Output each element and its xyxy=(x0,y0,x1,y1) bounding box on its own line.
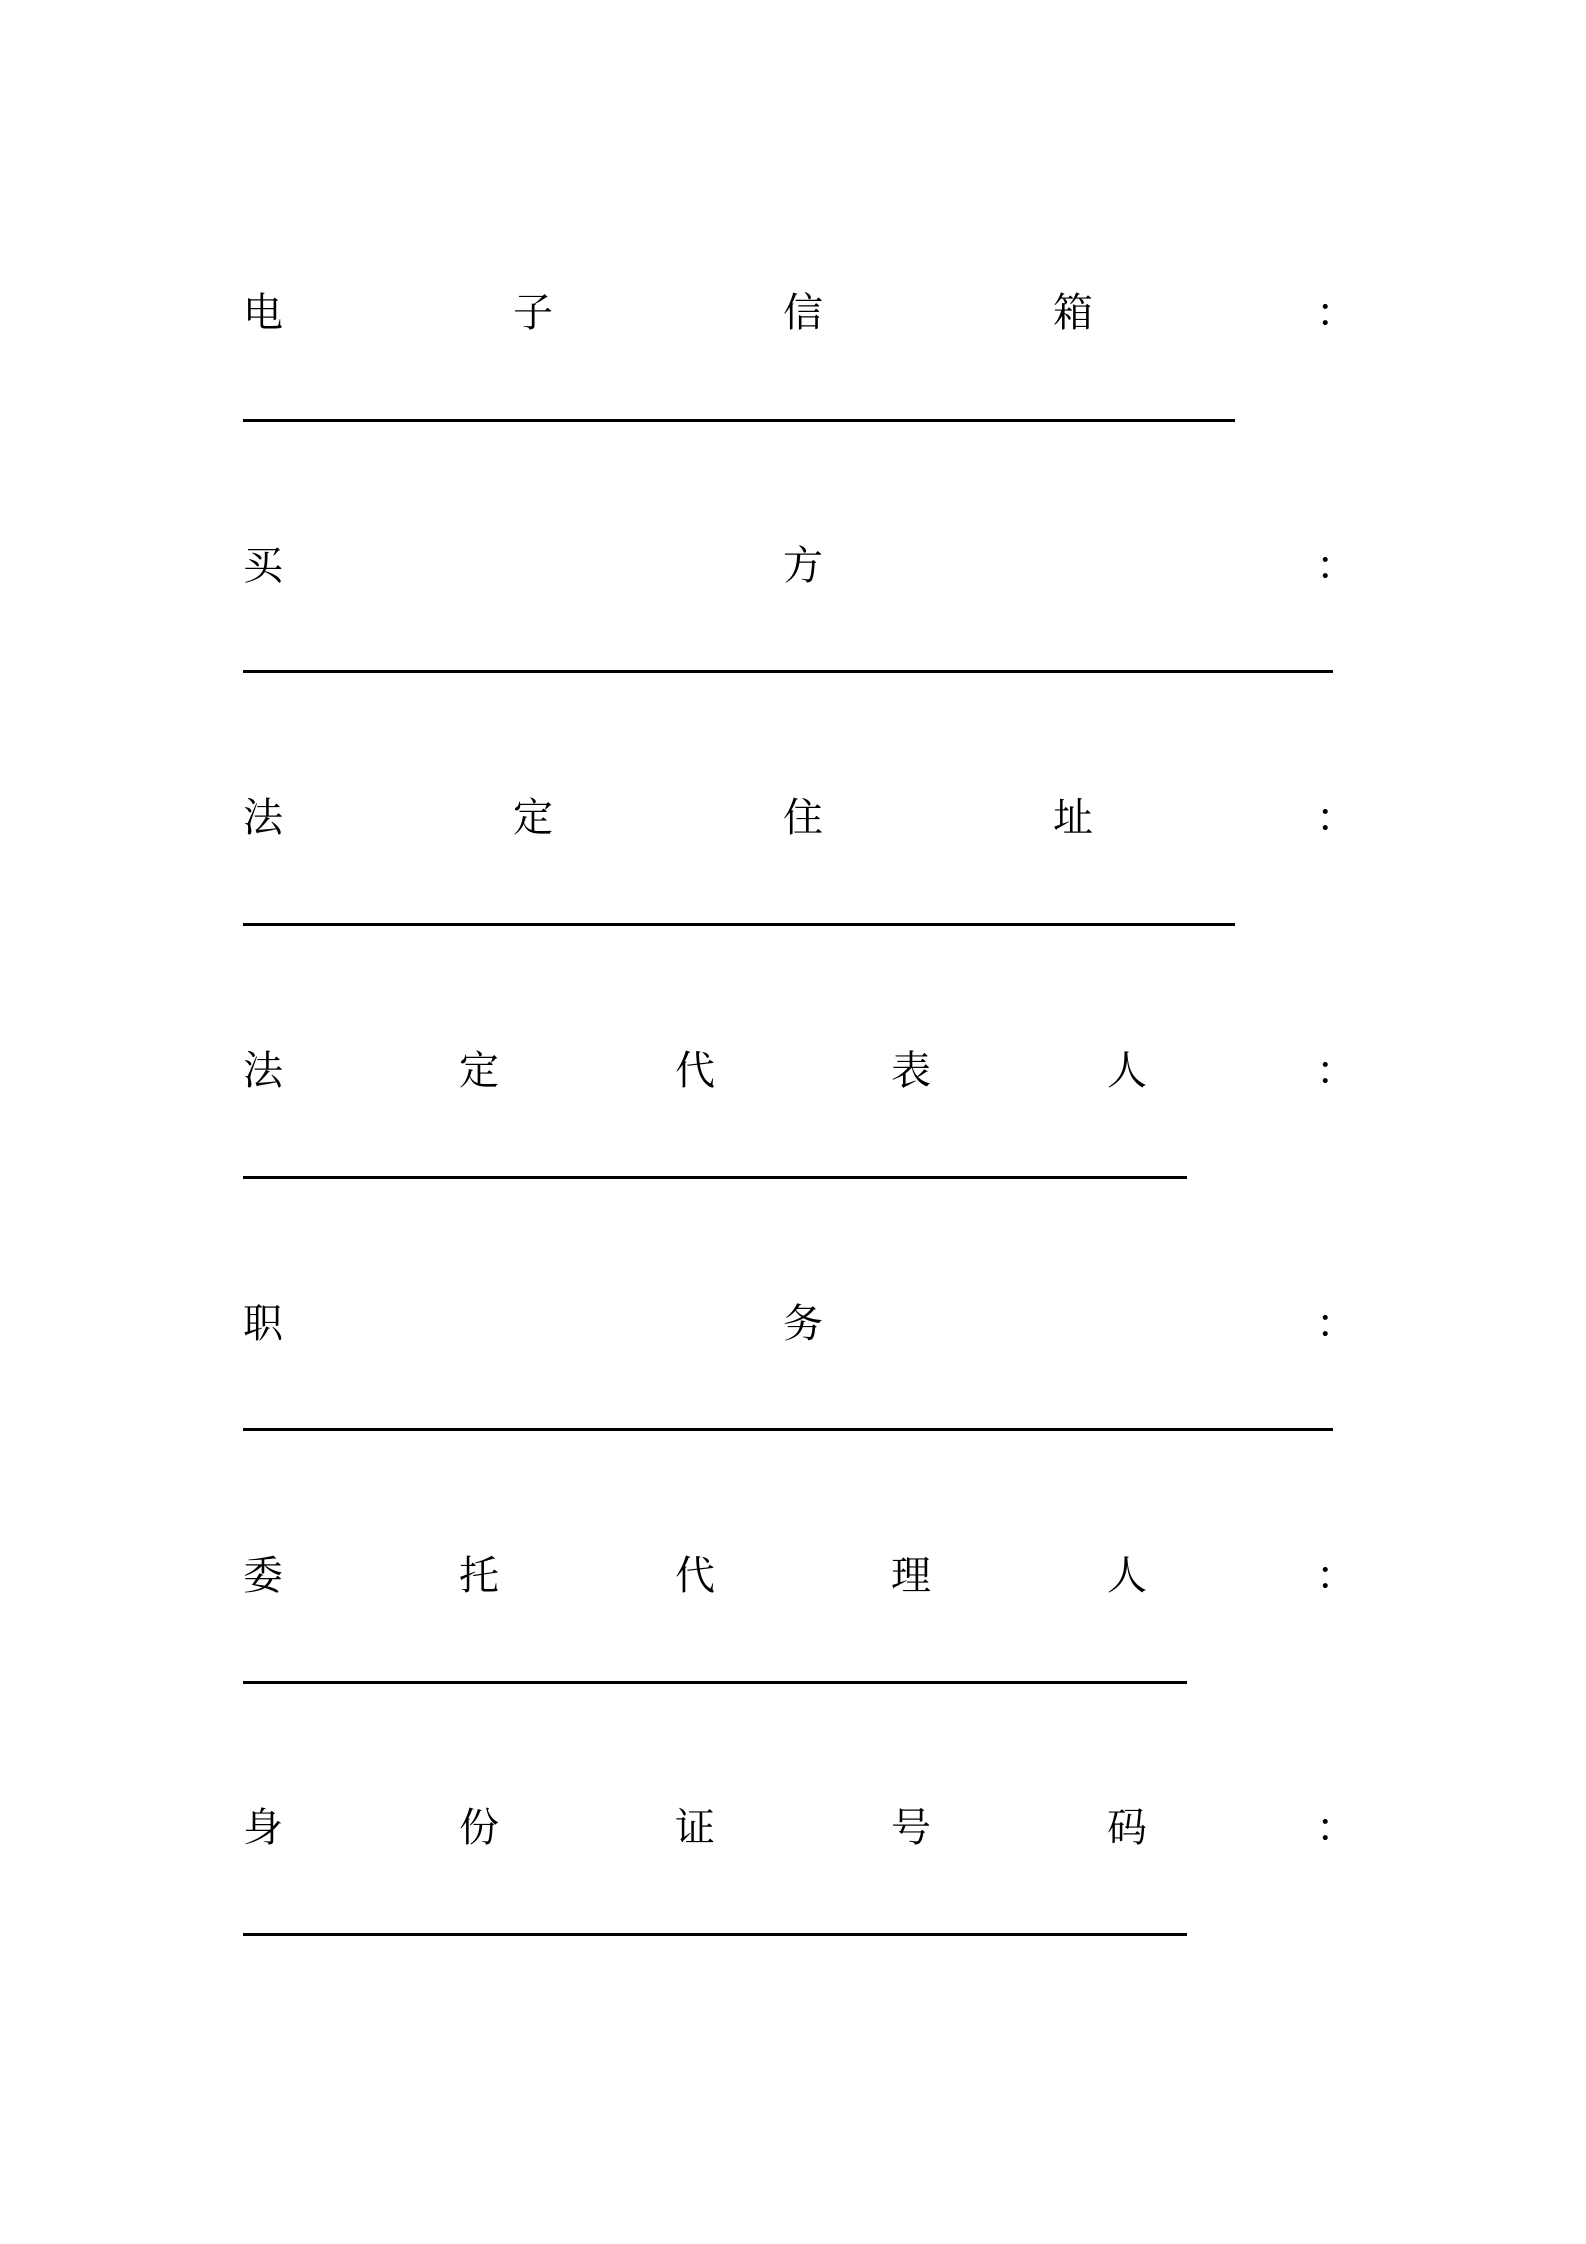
label-char: 理 xyxy=(891,1553,931,1599)
label-colon: ： xyxy=(1316,1048,1356,1094)
field-label xyxy=(243,283,1356,343)
label-char: 号 xyxy=(891,1805,931,1851)
blank-underline[interactable] xyxy=(243,1176,1187,1179)
field-buyer xyxy=(243,536,1356,596)
label-colon: ： xyxy=(1316,1553,1356,1599)
label-char: 住 xyxy=(783,795,823,841)
label-char: 信 xyxy=(783,290,823,336)
label-char: 箱 xyxy=(1053,290,1093,336)
label-char: 法 xyxy=(243,1048,283,1094)
label-char: 人 xyxy=(1107,1048,1147,1094)
label-colon: ： xyxy=(1316,543,1356,589)
field-label xyxy=(243,1798,1356,1858)
label-char: 委 xyxy=(243,1553,283,1599)
field-legal-representative xyxy=(243,1041,1356,1101)
label-colon: ： xyxy=(1316,1805,1356,1851)
label-char: 职 xyxy=(243,1301,283,1347)
label-char: 身 xyxy=(243,1805,283,1851)
label-char: 址 xyxy=(1053,795,1093,841)
field-label xyxy=(243,1294,1356,1354)
label-char: 定 xyxy=(513,795,553,841)
field-id-number xyxy=(243,1798,1356,1858)
label-char: 代 xyxy=(675,1553,715,1599)
label-char: 人 xyxy=(1107,1553,1147,1599)
blank-underline[interactable] xyxy=(243,670,1333,673)
label-char: 电 xyxy=(243,290,283,336)
blank-underline[interactable] xyxy=(243,419,1235,422)
label-char: 务 xyxy=(783,1301,823,1347)
label-char: 份 xyxy=(459,1805,499,1851)
blank-underline[interactable] xyxy=(243,1428,1333,1431)
field-authorized-agent xyxy=(243,1546,1356,1606)
label-char: 托 xyxy=(459,1553,499,1599)
field-email xyxy=(243,283,1356,343)
blank-underline[interactable] xyxy=(243,923,1235,926)
label-char: 代 xyxy=(675,1048,715,1094)
label-char: 证 xyxy=(675,1805,715,1851)
label-char: 子 xyxy=(513,290,553,336)
field-legal-address xyxy=(243,788,1356,848)
label-char: 定 xyxy=(459,1048,499,1094)
blank-underline[interactable] xyxy=(243,1933,1187,1936)
field-label xyxy=(243,1041,1356,1101)
label-colon: ： xyxy=(1316,290,1356,336)
field-position xyxy=(243,1294,1356,1354)
label-char: 方 xyxy=(783,543,823,589)
label-char: 买 xyxy=(243,543,283,589)
label-char: 表 xyxy=(891,1048,931,1094)
label-char: 码 xyxy=(1107,1805,1147,1851)
label-char: 法 xyxy=(243,795,283,841)
label-colon: ： xyxy=(1316,1301,1356,1347)
label-colon: ： xyxy=(1316,795,1356,841)
field-label xyxy=(243,1546,1356,1606)
field-label xyxy=(243,536,1356,596)
blank-underline[interactable] xyxy=(243,1681,1187,1684)
field-label xyxy=(243,788,1356,848)
